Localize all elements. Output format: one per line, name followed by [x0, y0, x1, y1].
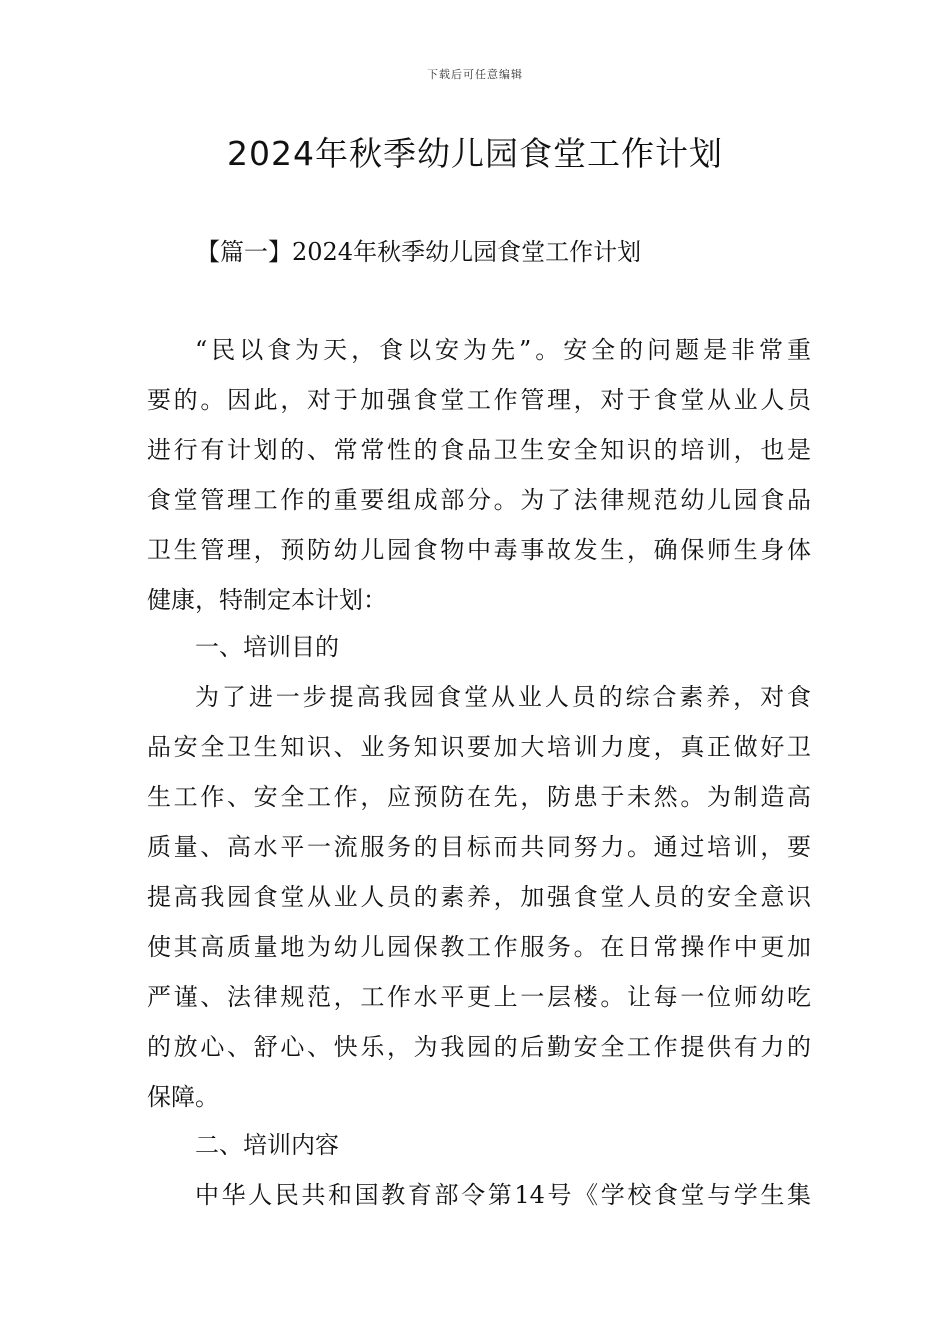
heading-text: 一、培训目的	[195, 633, 339, 661]
paragraph-line: 为了进一步提高我园食堂从业人员的综合素养，对食	[195, 683, 811, 711]
paragraph-line: 提高我园食堂从业人员的素养，加强食堂人员的安全意识	[147, 883, 811, 911]
paragraph-line: 要的。因此，对于加强食堂工作管理，对于食堂从业人员	[147, 386, 811, 414]
heading-training-goal	[147, 622, 811, 672]
paragraph-line: 生工作、安全工作，应预防在先，防患于未然。为制造高	[147, 783, 811, 811]
paragraph-line: 中华人民共和国教育部令第14号《学校食堂与学生集	[195, 1181, 811, 1209]
paragraph-line: 质量、高水平一流服务的目标而共同努力。通过培训，要	[147, 833, 811, 861]
paragraph-line: 严谨、法律规范，工作水平更上一层楼。让每一位师幼吃	[147, 983, 811, 1011]
paragraph-line: 品安全卫生知识、业务知识要加大培训力度，真正做好卫	[147, 733, 811, 761]
paragraph-line: 保障。	[147, 1083, 219, 1111]
content-paragraph	[147, 1170, 811, 1220]
intro-paragraph	[147, 325, 811, 625]
page-header-note: 下载后可任意编辑	[427, 68, 523, 81]
document-title: 2024年秋季幼儿园食堂工作计划	[227, 134, 723, 173]
section-heading: 【篇一】2024年秋季幼儿园食堂工作计划	[196, 238, 642, 266]
paragraph-line: 食堂管理工作的重要组成部分。为了法律规范幼儿园食品	[147, 486, 811, 514]
heading-training-content	[147, 1120, 811, 1170]
paragraph-line: 健康，特制定本计划：	[147, 586, 387, 614]
paragraph-line: 使其高质量地为幼儿园保教工作服务。在日常操作中更加	[147, 933, 811, 961]
paragraph-line: 进行有计划的、常常性的食品卫生安全知识的培训，也是	[147, 436, 811, 464]
heading-text: 二、培训内容	[195, 1131, 339, 1159]
goal-paragraph	[147, 672, 811, 1122]
paragraph-line: 卫生管理，预防幼儿园食物中毒事故发生，确保师生身体	[147, 536, 811, 564]
paragraph-line: “民以食为天，食以安为先”。安全的问题是非常重	[195, 336, 811, 364]
paragraph-line: 的放心、舒心、快乐，为我园的后勤安全工作提供有力的	[147, 1033, 811, 1061]
